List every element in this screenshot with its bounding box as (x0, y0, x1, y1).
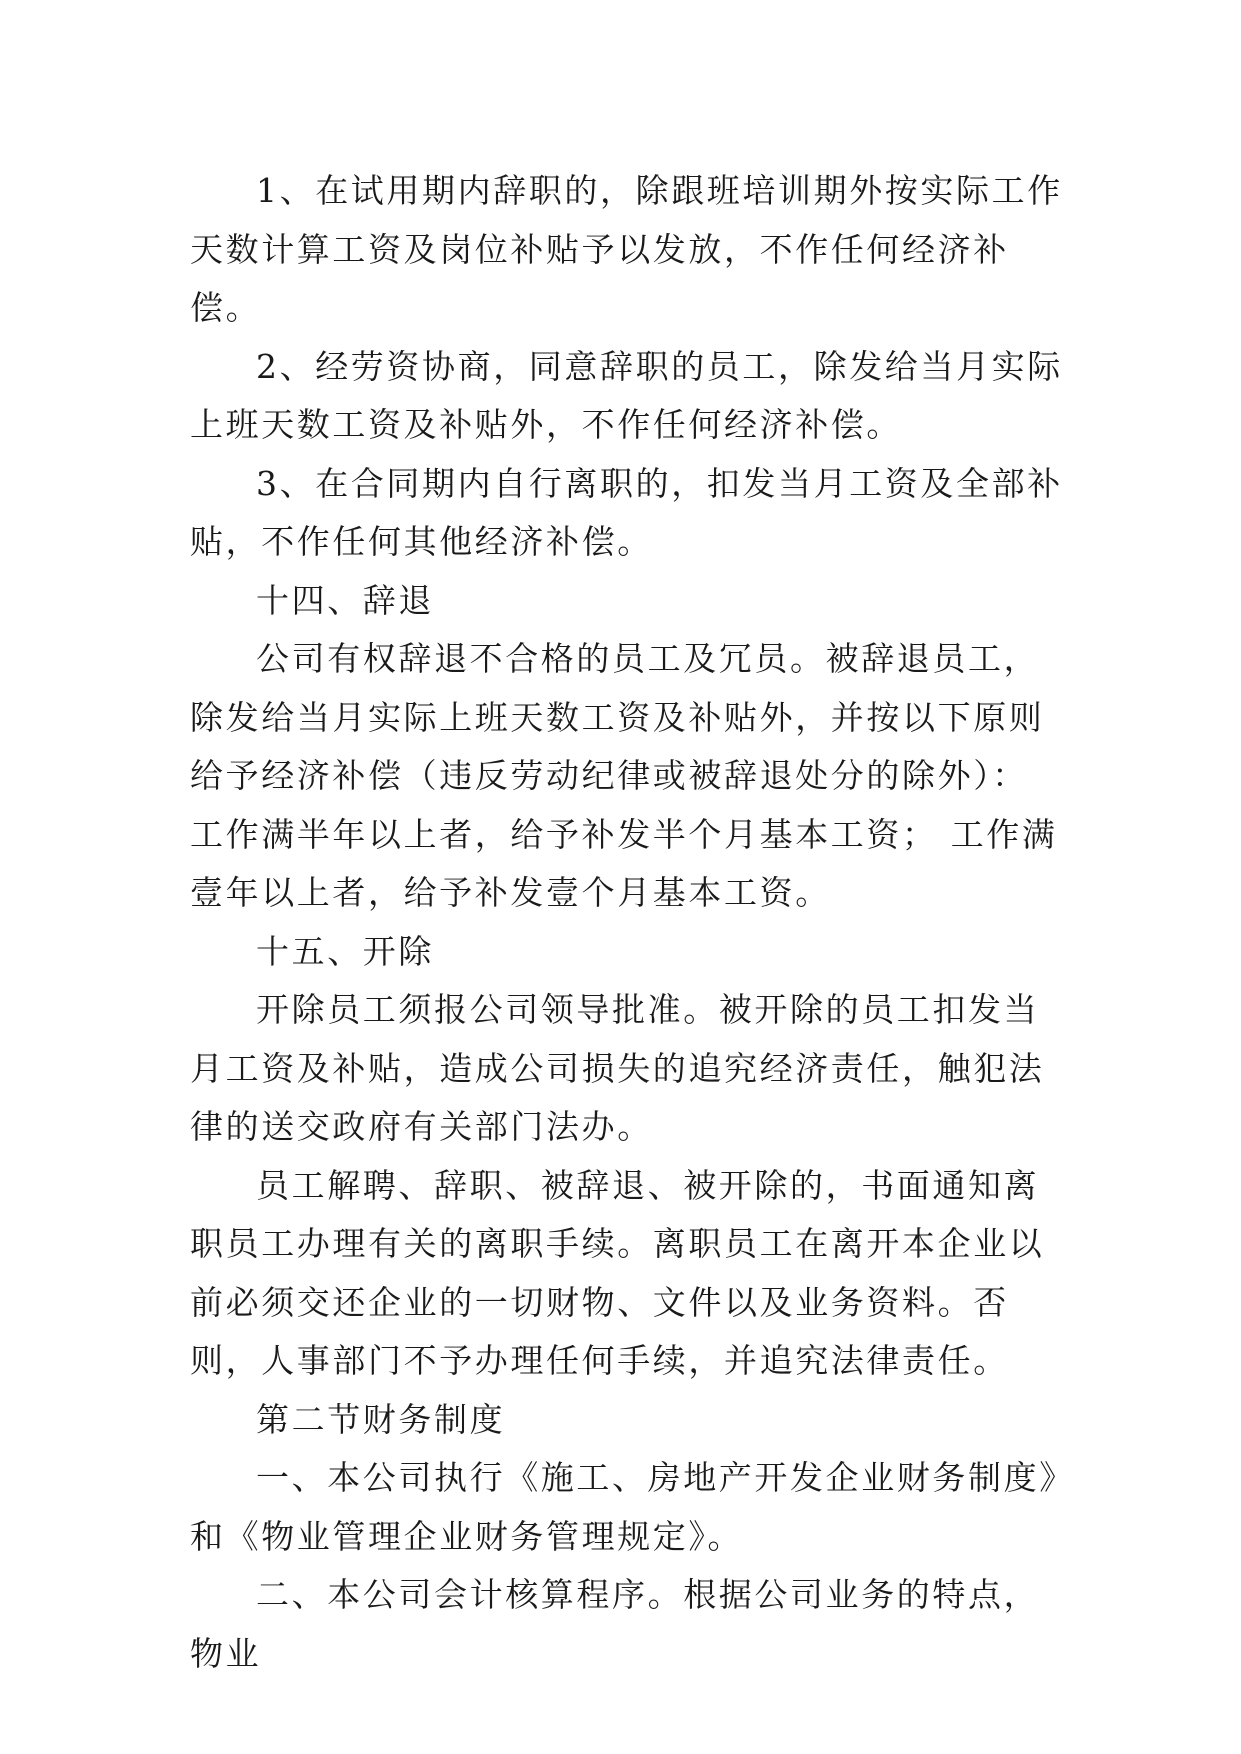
section-14-body: 公司有权辞退不合格的员工及冗员。被辞退员工，除发给当月实际上班天数工资及补贴外，并按以下原则给予经济补偿（违反劳动纪律或被辞退处分的除外）： 工作满半年以上者，给予补发半个月基本工资； 工作满壹年以上者，给予补发壹个月基本工资。 (190, 639, 1058, 912)
resign-item-3: 3、在合同期内自行离职的，扣发当月工资及全部补贴，不作任何其他经济补偿。 (190, 463, 1063, 561)
chapter-2-heading: 第二节财务制度 (256, 1399, 506, 1439)
section-15-body: 开除员工须报公司领导批准。被开除的员工扣发当月工资及补贴，造成公司损失的追究经济责任，触犯法律的送交政府有关部门法办。 (190, 990, 1045, 1146)
document-page (190, 162, 1070, 1683)
finance-item-1: 一、本公司执行《施工、房地产开发企业财务制度》和《物业管理企业财务管理规定》。 (190, 1458, 1059, 1556)
dismissal-procedure: 员工解聘、辞职、被辞退、被开除的，书面通知离职员工办理有关的离职手续。离职员工在离开本企业以前必须交还企业的一切财物、文件以及业务资料。否则，人事部门不予办理任何手续，并追究法律责任。 (190, 1165, 1045, 1380)
resign-item-1: 1、在试用期内辞职的，除跟班培训期外按实际工作天数计算工资及岗位补贴予以发放，不作任何经济补偿。 (190, 171, 1063, 327)
section-15-heading: 十五、开除 (256, 931, 434, 971)
finance-item-2: 二、本公司会计核算程序。根据公司业务的特点，物业 (190, 1575, 1040, 1673)
section-14-heading: 十四、辞退 (256, 580, 434, 620)
resign-item-2: 2、经劳资协商，同意辞职的员工，除发给当月实际上班天数工资及补贴外，不作任何经济补偿。 (190, 346, 1063, 444)
